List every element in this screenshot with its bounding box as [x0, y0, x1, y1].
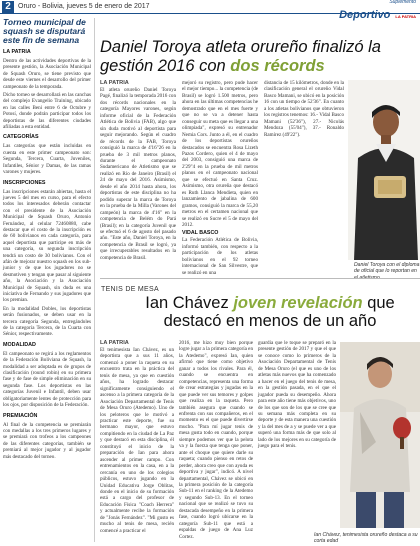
article2-col1-text: El tenimesista Ian Chávez, es un deportista que a sus 11 años, comenzó a poner la raqueta en su encuentro trata en la práctica del tenis de mesa, ya que en cuestión años, ha logrado destacar significamente consiguiendo el ascenso a la primera categoría de la Asociación Departamental de Tenis de Mesa Oruro (Atedemo). Uno de los peloteros que le motivó a practicar este deporte, fue su hermano mayor, que estuvo compitiendo en la ciudad de La Paz y que destacó en esta disciplina, él constituyó el inicio de la preparación de Ian para ahora ascender al primer campo. Con entrenamientos en la casa, en a la cercanía en uno de los colegios públicos, estuvo jugando en la Unidad Educativa Jorge Oblitas, donde en el inicio de su formación está a cargo del profesor de Educación Física "Coach Herrera" y actualmente recibe la formación de "Jonás Fernández". "Mi gusto es mucho al tenis de mesa, recién comencé a practicar el [100, 347, 174, 534]
sidebar-section-text: En la modalidad Dobles, los deportistas serán fusionados, se deben usar en la tercera categoría Segunda, entregándoles de la categoría Tercera, de la Cuarta con Sénior, respectivamente. [3, 305, 91, 338]
article1-headline [100, 38, 418, 76]
player-photo-illustration [340, 342, 420, 528]
article1-col1-text: El atleta orureño Daniel Toroya Pagé, finalizó la temporada 2016 con dos récords nacionales en la categoría Mayores varones, según informe oficial de la Federación Atlética de Bolivia (FAB), algo que sin duda motivó al deportista para seguir mejorando. Según el cuadro de récords de la FAB, Toroya consiguió la marca de 4'16"26 en la prueba de 3 mil metros planos, durante el campeonato Sudamericano de Atletismo que se realizó en Río de Janeiro (Brasil) el 24 de mayo del 2016. Asimismo, desde el año 2014 hasta ahora, los deportistas de este disciplina no ha podido superar la marca de Toroya en la prueba de la Milla (Varones del campeón) la marca de 4'16" en la competencia de Belém do Pará (Brasil); en la categoría Juvenil que se efectuó el 6 de agosto del pasado año. "Este año, Daniel Toroya, en la competencia de Brasil se logró, ya que irrecuperables resultados en la competencia de Brasil. [100, 87, 176, 261]
sidebar-article [3, 18, 91, 542]
article2-kicker: TENIS DE MESA [101, 286, 159, 293]
article2-headline-accent: joven revelación [233, 294, 363, 312]
article1-tag: LA PATRIA [100, 80, 129, 86]
column-divider [94, 18, 95, 542]
article1-column-3 [264, 80, 344, 272]
article2-tag: LA PATRIA [100, 340, 129, 346]
supplement-logo [339, 0, 416, 23]
brand-sub: LA PATRIA [395, 14, 416, 19]
sidebar-tag: LA PATRIA [3, 49, 31, 55]
sidebar-section-head: PREMIACIÓN [3, 412, 38, 419]
sidebar-section-text: Al final de la competencia se premiarán con medallas a los tres primeros lugares y se premiará con trofeos a los campeones de las diferentes categorías, también se premiará al mejor jugador y al jugador más destacado del torneo. [3, 421, 91, 460]
sidebar-section-text: Las categorías que están incluidas en cuenta en este primer campeonato son: Segunda, Tercera, Cuarta, Juveniles, Infantiles, Sénior y Damas, de las ramas varones y mujeres. [3, 143, 91, 176]
article2-headline [120, 294, 420, 330]
page-number: 2 [2, 1, 14, 13]
athlete-photo-caption: Daniel Toroya con el diploma de oficial que lo reportan en [354, 262, 420, 275]
article1-column-1 [100, 80, 176, 272]
player-photo [340, 342, 420, 528]
article2-col2-text: 2016, me hizo muy bien porque logre jugar a la primera categoría en la Atedemo", expresó Ian, quien afirmó que tiene como objetivo ganar a todos los rivales. Para él, cuando se encuentra en competencias, representa una forma de crear estrategias y jugadas en la que puede ver sus temores y golpes que realiza en la raqueta. Pero también asegura que cuando se enfrenta con sus compañeros, en el momento es el que puede divertirse mucho. "Para mí jugar tenis de mesa gusta todo en cuando, porque siempre podemos ver que la pelota va y la fuerza que tenga que poner, ante el choque que quiere darle su raqueta; cuando pienso en retos de perder, ahora creo que con ayuda es deportiva y jugar", indicó. A nivel departamental, Chávez se ubicó en la primera posición de la categoría Sub-11 en el ranking de la Atedemo y segundo Sub-13. En el torneo nacional que se realizó se tuvo su destacada desempeño en la primera fase, cuando logró ubicarse en la categoría Sub-11 que está a espaldas de juego de Ana Luz Cortez. [179, 340, 253, 540]
athlete-photo-illustration [348, 80, 420, 260]
sidebar-section-text: El campeonato se regirá a los reglamentos de la Federación Boliviana de Squash, la modalidad a ser adoptada es de grupos de clasificación (round robin) en su primera fase y de fase de simple eliminación en su segunda fase. Los deportistas en las categorías Juvenil e Infantil, deben usar obligatoriamente lentes de protección para los ojos, por disposición de la Federación. [3, 350, 91, 409]
sidebar-section-head: INSCRIPCIONES [3, 179, 46, 186]
brand-sup: Suplemento [389, 0, 416, 5]
dateline: Oruro - Bolivia, jueves 5 de enero de 2017 [18, 3, 150, 10]
article2-column-2 [179, 340, 253, 542]
article2-headline-lead: Ian Chávez [145, 294, 234, 312]
article1-col2-tail: La Federación Atlética de Bolivia, informó también, con respecto a la participación de los atletas bolivianos en el 92 torneo internacional de San Silvestre, que se realizó en una [182, 237, 258, 276]
sidebar-title: Torneo municipal de squash se disputará este fin de semana [3, 17, 86, 45]
article2-headline-tail: que destacó en menos de un año [163, 294, 395, 330]
sidebar-paragraph: Dentro de las actividades deportivas de la presente gestión, la Asociación Municipal de Squash Oruro, se tiene previsto que desde este viernes el desarrollo del primer campeonato de la temporada. [3, 58, 91, 90]
page-header [0, 0, 420, 21]
article1-col3-text: distancia de 15 kilómetros, donde en la clasificación general el orureño Vidal Basco Mamani, se ubicó en la posición 16 con un tiempo de 52'36". En cuanto a los atletas bolivianos que obtuvieron los registros tenemos: 16.- Vidal Basco Mamani (52'36"), 27.- Nicolás Mendoza (55'04"), 37.- Ronaldo Ramírez (49'22"). [264, 80, 344, 138]
athlete-photo [348, 80, 420, 260]
article1-col2-text: mejoró su registro, pero pude hacer el mejor tiempo... la competencia (de Brasil) se logró 1.500 metros, pero ahora en las últimas competencias he demostrado que en el mes fuerte y que no se va a detener hasta conseguir su meta que es llegar a una olimpiada", expresó su entrenador Nemia Cors. Junto a él, en el cuadro de los deportistas orureños destacados se encuentra Rosa Lizeth Pazos Cordero, quien el 4 de mayo del 2003, consiguió una marca de 2'29"4 en la prueba de mil metros planos en el campeonato nacional que se efectuó en Santa Cruz. Asimismo, otra orureña que destacó es Ruth Llanca Mendieta, quien en lanzamiento de jabalina de 600 gramos, consiguió la marca de 55,20 metros en el certamen nacional que se realizó en Sucre el 5 de mayo del 2012. [182, 80, 258, 228]
sidebar-section-head: CATEGORÍAS [3, 134, 39, 141]
article2-column-1 [100, 340, 174, 542]
sidebar-section-head: MODALIDAD [3, 341, 36, 348]
article1-headline-accent: dos récords [230, 57, 325, 75]
brand-main: Deportivo [339, 9, 391, 21]
sidebar-section-text: Las inscripciones estarán abiertas, hasta el jueves 5 del mes en curso, para el efecto todos los interesados deberán contactar con el presidente de la Asociación Municipal de Squash Oruro, Antonio Fernández, al celular 72460880, cabe destacar que el costo de la inscripción es de 60 bolivianos en cada categoría, para aquel deportista que participe en más de una categoría, su segunda inscripción tendrá un costo de 30 bolivianos. Con el afán de mejorar nuestro squash en los sub-junior y de que los jugadores no se desmotiven y tengan que pasar al siguiente año, la Asociación y la Asociación Municipal de Squash, sin duda es una iniciativa de Fernando y sus jugadores que los premian. [3, 188, 91, 304]
sidebar-paragraph: Dicho torneo se desarrollará en las canchas del complejo Evangelio Training, ubicado en las calles Beni entre 6 de Octubre y Potosí, donde podrán participar todos los deportistas de las diferentes ciudades afiliadas a esta entidad. [3, 92, 91, 131]
article2-col3-text: guardia que le toque se preparó en la presente gestión de 2017 y que el que se conoce como lo primeros de la Asociación Departamental de Tenis de Mesa Oruro (el que es uno de los atletas más nuevos que ha comenzado a hacer en el juego del tenis de mesa, en la gestión pasada, en el que el jugador pueda su desempeño. Ahora para este año tiene más objetivos, uno de los que son de los que se cree que su semana más completa en su deporte y de esta manera una cuestión y la del mes de a y se puede ver a que superó una forma más de que solo al lado de los mejores en su categoría de juego para el tenis. [258, 340, 336, 450]
article1-subhead: VIDAL BASCO [182, 230, 219, 237]
article1-column-2 [182, 80, 258, 276]
player-photo-caption: Ian Chávez, tenimesista orureño destaca a su corta edad [314, 532, 418, 544]
article2-column-3 [258, 340, 336, 528]
section-divider [100, 278, 420, 279]
article1-headline-lead: Daniel Toroya atleta orureño finalizó la gestión 2016 con [100, 38, 381, 75]
